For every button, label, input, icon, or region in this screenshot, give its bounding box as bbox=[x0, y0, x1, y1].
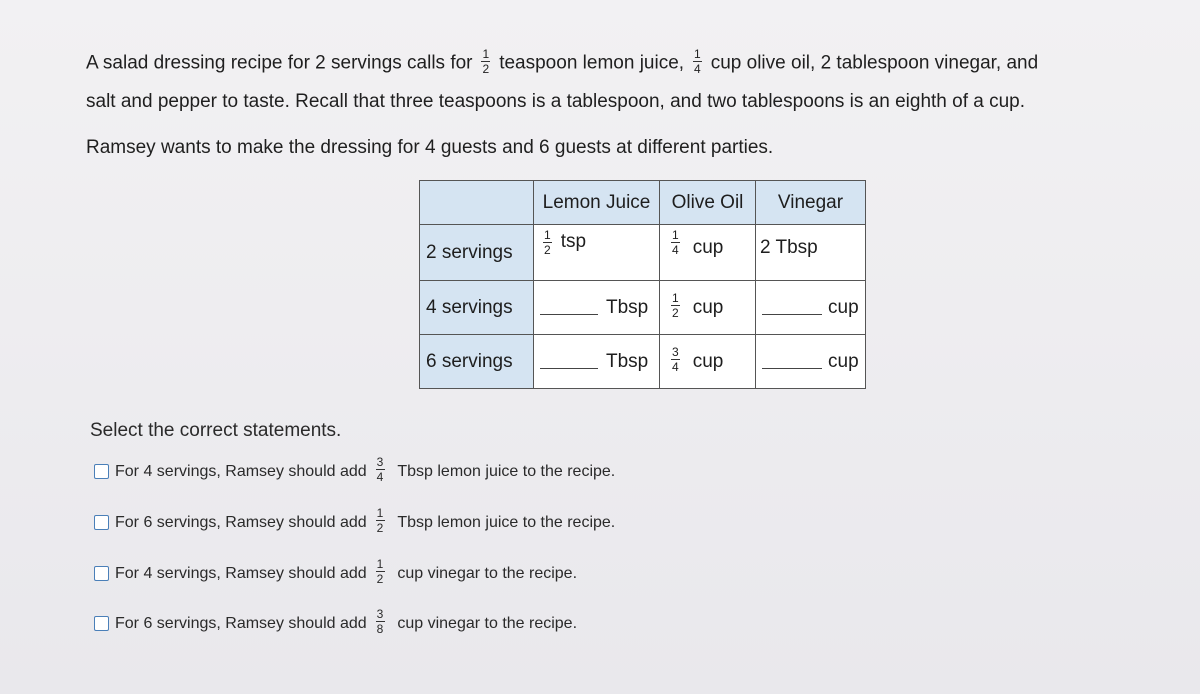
table-header-lemon: Lemon Juice bbox=[534, 181, 660, 225]
unit-label: tsp bbox=[560, 231, 587, 252]
lemon-cell bbox=[534, 225, 660, 281]
answer-blank[interactable] bbox=[762, 301, 822, 315]
vinegar-value: 2 Tbsp bbox=[760, 237, 818, 258]
question-line-3: Ramsey wants to make the dressing for 4 guests and 6 guests at different parties. bbox=[86, 137, 774, 158]
option-4[interactable] bbox=[94, 607, 578, 637]
option-text: For 4 servings, Ramsey should add bbox=[115, 564, 367, 582]
table-header-row bbox=[420, 181, 866, 225]
table-row bbox=[420, 225, 866, 281]
option-text: Tbsp lemon juice to the recipe. bbox=[397, 513, 616, 531]
answer-blank[interactable] bbox=[540, 301, 598, 315]
option-text: cup vinegar to the recipe. bbox=[397, 564, 578, 582]
vinegar-cell[interactable] bbox=[756, 335, 866, 389]
checkbox[interactable] bbox=[94, 616, 109, 631]
lemon-cell[interactable] bbox=[534, 335, 660, 389]
unit-label: cup bbox=[828, 350, 859, 372]
unit-label: cup bbox=[828, 296, 859, 318]
option-1[interactable] bbox=[94, 455, 616, 485]
oil-cell bbox=[660, 225, 756, 281]
option-3[interactable] bbox=[94, 557, 578, 587]
row-label: 4 servings bbox=[420, 281, 534, 335]
lemon-cell[interactable] bbox=[534, 281, 660, 335]
table-header-vinegar: Vinegar bbox=[756, 181, 866, 225]
question-text: A salad dressing recipe for 2 servings calls for bbox=[86, 52, 473, 74]
option-text: cup vinegar to the recipe. bbox=[397, 614, 578, 632]
checkbox[interactable] bbox=[94, 515, 109, 530]
oil-cell bbox=[660, 335, 756, 389]
oil-cell bbox=[660, 281, 756, 335]
unit-label: cup bbox=[692, 296, 724, 318]
vinegar-cell[interactable] bbox=[756, 281, 866, 335]
fraction: $\frac{1}{2}$ bbox=[672, 291, 679, 320]
option-text: Tbsp lemon juice to the recipe. bbox=[397, 462, 616, 480]
unit-label: cup bbox=[692, 237, 724, 258]
option-2[interactable] bbox=[94, 506, 616, 536]
answer-blank[interactable] bbox=[540, 355, 598, 369]
table-row bbox=[420, 335, 866, 389]
fraction: $\frac{1}{2}$ bbox=[544, 228, 551, 257]
fraction: $\frac{3}{8}$ bbox=[376, 607, 384, 636]
option-text: For 4 servings, Ramsey should add bbox=[115, 462, 367, 480]
question-text: teaspoon lemon juice, bbox=[499, 52, 685, 74]
checkbox[interactable] bbox=[94, 566, 109, 581]
table-row bbox=[420, 281, 866, 335]
fraction: $\frac{1}{2}$ bbox=[376, 557, 384, 586]
question-text: cup olive oil, 2 tablespoon vinegar, and bbox=[710, 52, 1039, 74]
fraction: $\frac{1}{4}$ bbox=[694, 47, 701, 76]
answer-blank[interactable] bbox=[762, 355, 822, 369]
row-label: 2 servings bbox=[420, 225, 534, 281]
question-line-1 bbox=[86, 47, 1166, 77]
fraction: $\frac{1}{2}$ bbox=[376, 506, 384, 535]
unit-label: Tbsp bbox=[606, 296, 649, 318]
fraction: $\frac{1}{2}$ bbox=[482, 47, 490, 76]
question-line-2: salt and pepper to taste. Recall that three teaspoons is a tablespoon, and two tablespoons is an eighth of a cup. bbox=[86, 91, 1026, 112]
table-header-empty bbox=[420, 181, 534, 225]
vinegar-cell bbox=[756, 225, 866, 281]
fraction: $\frac{3}{4}$ bbox=[376, 455, 384, 484]
select-statements-label: Select the correct statements. bbox=[90, 420, 342, 441]
option-text: For 6 servings, Ramsey should add bbox=[115, 513, 367, 531]
unit-label: Tbsp bbox=[606, 350, 649, 372]
checkbox[interactable] bbox=[94, 464, 109, 479]
row-label: 6 servings bbox=[420, 335, 534, 389]
recipe-table bbox=[419, 180, 866, 389]
fraction: $\frac{3}{4}$ bbox=[672, 345, 679, 374]
unit-label: cup bbox=[692, 350, 724, 372]
fraction: $\frac{1}{4}$ bbox=[672, 228, 679, 257]
option-text: For 6 servings, Ramsey should add bbox=[115, 614, 367, 632]
table-header-oil: Olive Oil bbox=[660, 181, 756, 225]
